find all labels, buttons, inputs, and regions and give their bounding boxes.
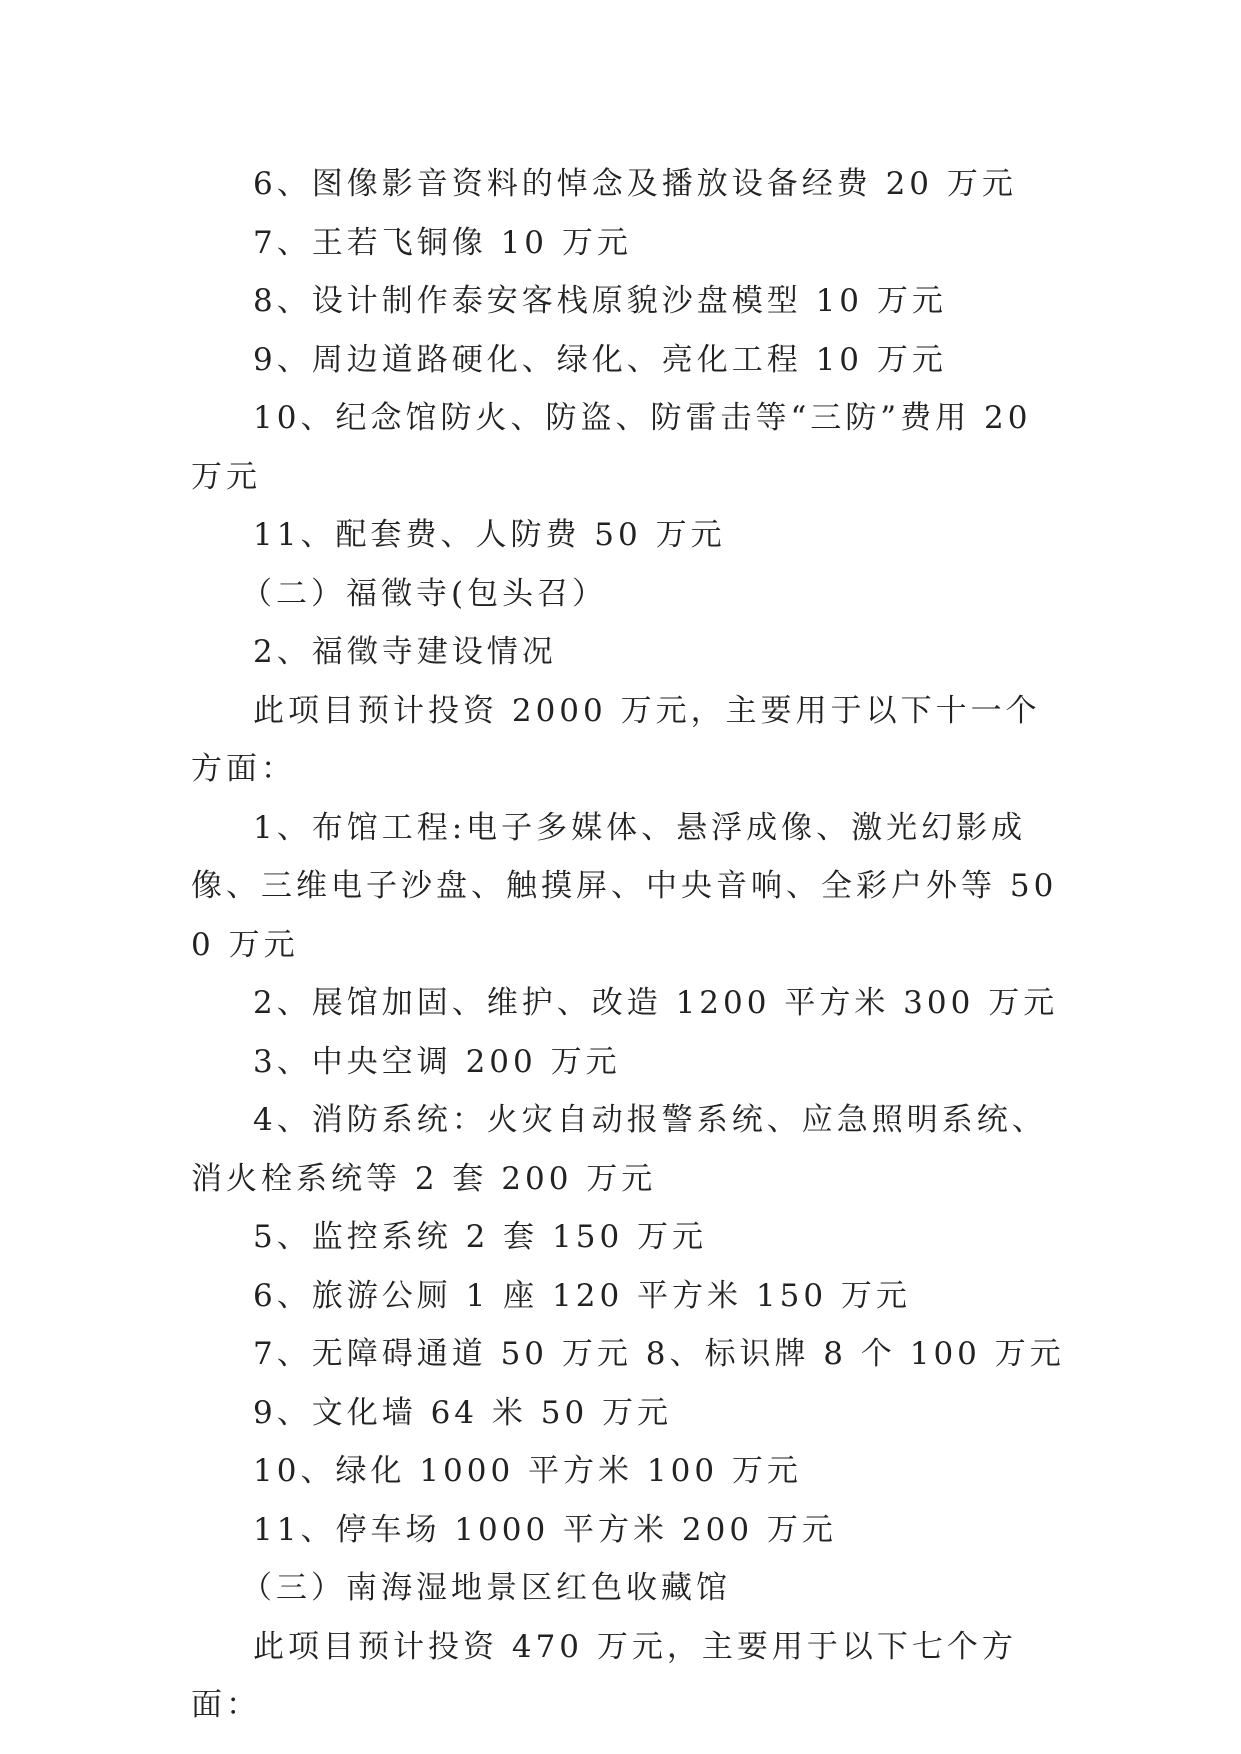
paragraph: 1、布馆工程:电子多媒体、悬浮成像、激光幻影成像、三维电子沙盘、触摸屏、中央音响、全彩户外等 500 万元 xyxy=(191,809,1058,963)
paragraph: 6、图像影音资料的悼念及播放设备经费 20 万元 xyxy=(253,166,1017,202)
paragraph: 9、文化墙 64 米 50 万元 xyxy=(253,1394,673,1431)
section-heading: （二）福徵寺(包头召） xyxy=(241,575,608,612)
paragraph: 5、监控系统 2 套 150 万元 xyxy=(253,1219,708,1255)
paragraph: 此项目预计投资 2000 万元，主要用于以下十一个方面： xyxy=(191,692,1041,787)
paragraph: 10、绿化 1000 平方米 100 万元 xyxy=(253,1453,802,1489)
subsection-heading: 2、福徵寺建设情况 xyxy=(253,634,557,670)
paragraph: 4、消防系统：火灾自动报警系统、应急照明系统、消火栓系统等 2 套 200 万元 xyxy=(191,1102,1047,1197)
paragraph: 7、王若飞铜像 10 万元 xyxy=(253,224,632,261)
paragraph: 11、停车场 1000 平方米 200 万元 xyxy=(253,1511,837,1548)
section-heading: （三）南海湿地景区红色收藏馆 xyxy=(241,1570,731,1606)
paragraph: 9、周边道路硬化、绿化、亮化工程 10 万元 xyxy=(253,341,947,378)
paragraph: 2、展馆加固、维护、改造 1200 平方米 300 万元 xyxy=(253,985,1059,1021)
paragraph: 10、纪念馆防火、防盗、防雷击等“三防”费用 20 万元 xyxy=(191,400,1032,495)
paragraph: 3、中央空调 200 万元 xyxy=(253,1043,621,1080)
paragraph: 7、无障碍通道 50 万元 8、标识牌 8 个 100 万元 xyxy=(253,1336,1065,1372)
paragraph: 6、旅游公厕 1 座 120 平方米 150 万元 xyxy=(253,1277,911,1314)
paragraph: 11、配套费、人防费 50 万元 xyxy=(253,517,726,553)
paragraph: 8、设计制作泰安客栈原貌沙盘模型 10 万元 xyxy=(253,283,947,319)
paragraph: 此项目预计投资 470 万元，主要用于以下七个方面： xyxy=(191,1628,1017,1723)
document-body xyxy=(191,155,1071,1735)
